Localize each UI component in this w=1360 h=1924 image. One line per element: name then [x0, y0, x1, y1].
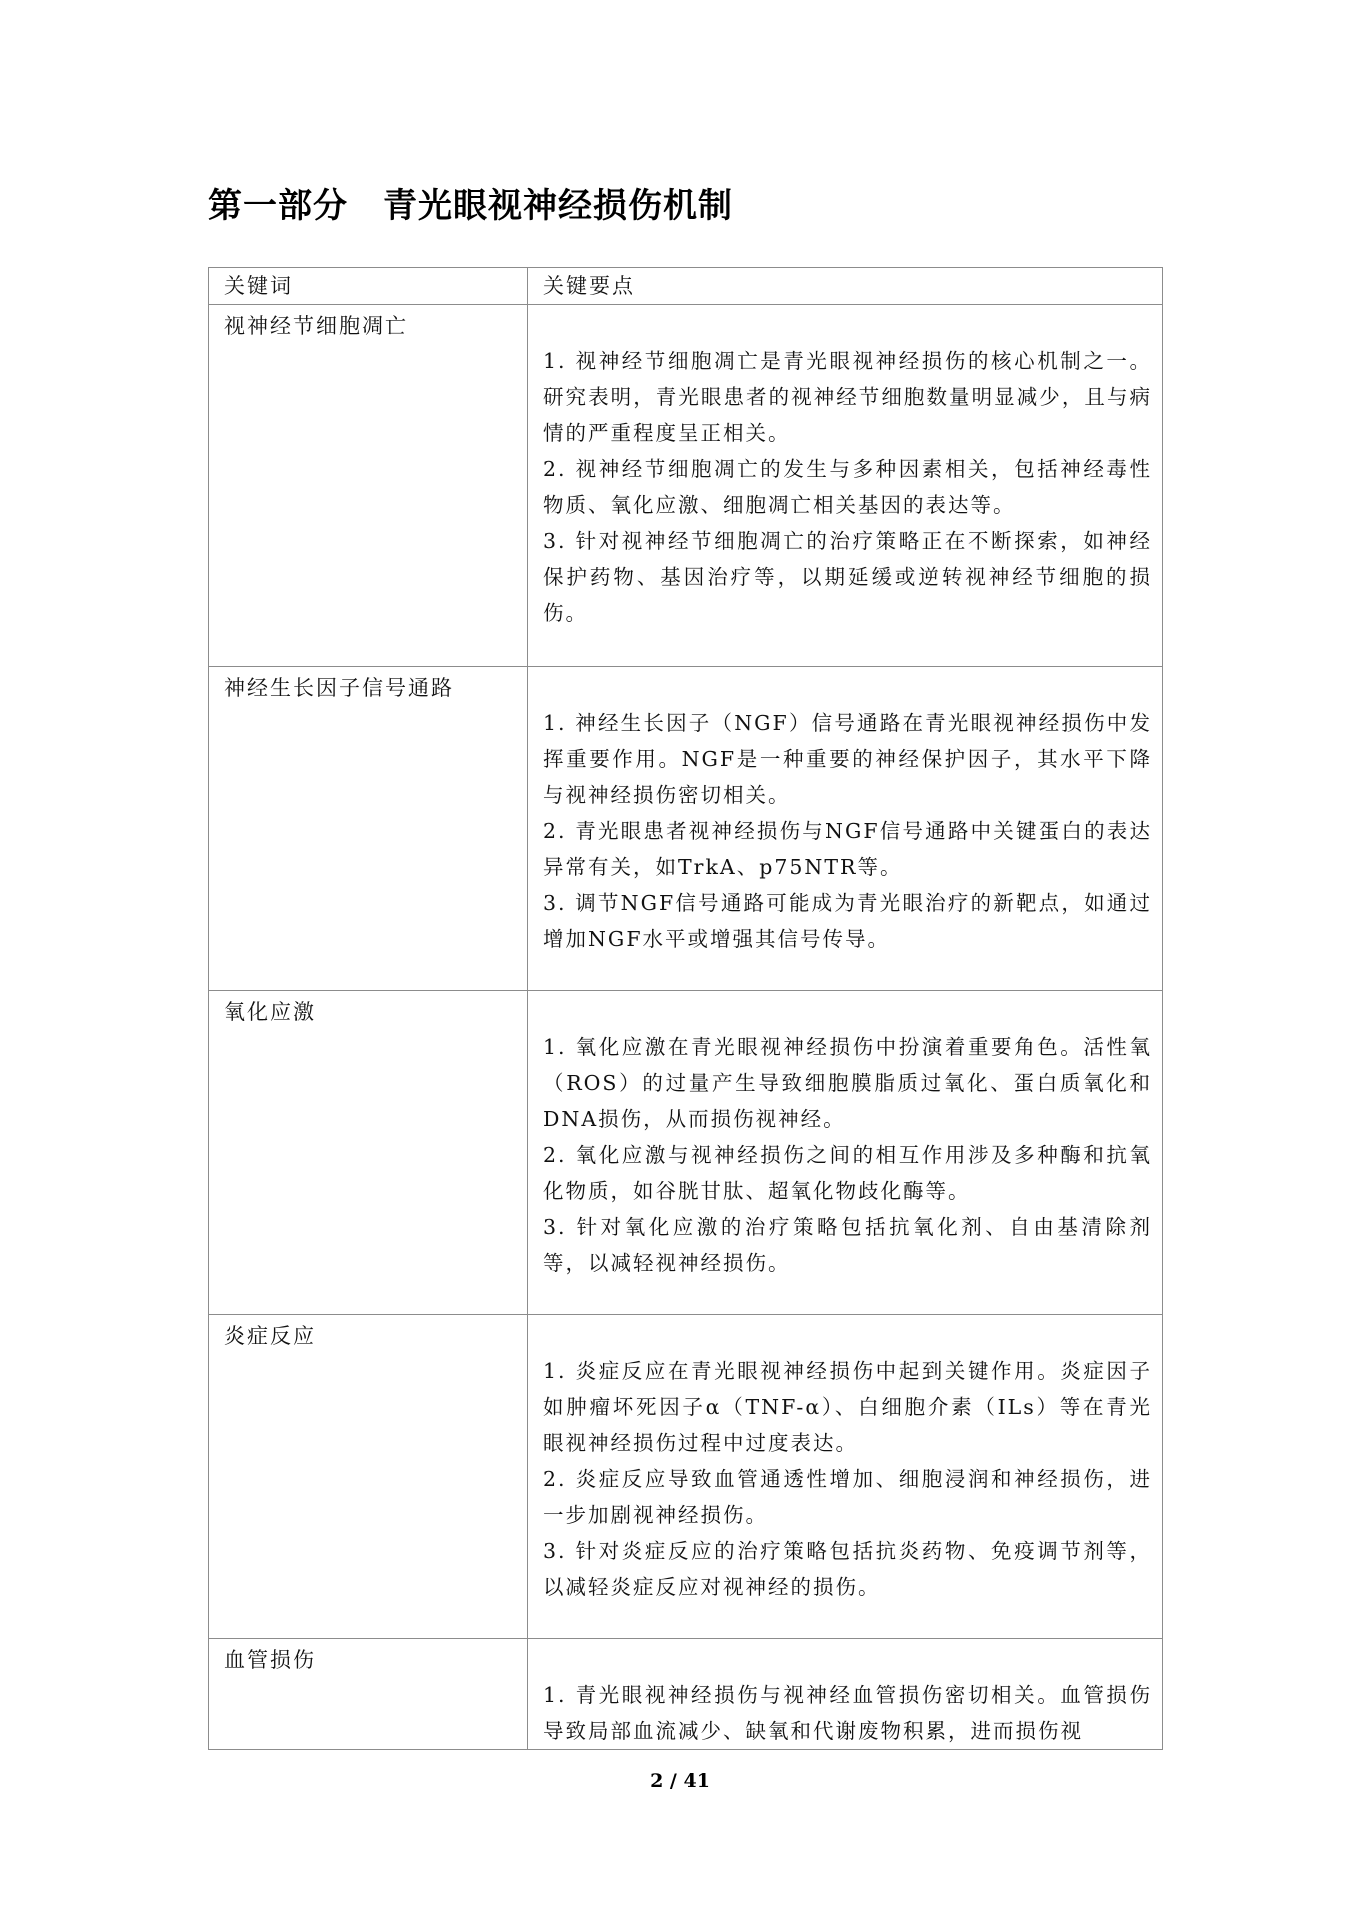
key-point: 1. 视神经节细胞凋亡是青光眼视神经损伤的核心机制之一。研究表明，青光眼患者的视神经节细胞数量明显减少，且与病情的严重程度呈正相关。 — [543, 349, 1152, 445]
keyword-cell — [209, 1315, 528, 1639]
points-cell — [528, 305, 1163, 667]
key-point: 1. 青光眼视神经损伤与视神经血管损伤密切相关。血管损伤导致局部血流减少、缺氧和代谢废物积累，进而损伤视 — [543, 1683, 1152, 1743]
keyword-text: 视神经节细胞凋亡 — [224, 314, 408, 338]
page-title: 第一部分 青光眼视神经损伤机制 — [208, 186, 733, 226]
key-points-table — [208, 267, 1163, 1750]
points-cell — [528, 991, 1163, 1315]
points-cell — [528, 667, 1163, 991]
table-row — [209, 667, 1163, 991]
key-point: 1. 神经生长因子（NGF）信号通路在青光眼视神经损伤中发挥重要作用。NGF是一种重要的神经保护因子，其水平下降与视神经损伤密切相关。 — [543, 711, 1152, 807]
key-point: 3. 调节NGF信号通路可能成为青光眼治疗的新靶点，如通过增加NGF水平或增强其信号传导。 — [543, 891, 1152, 951]
key-point: 2. 炎症反应导致血管通透性增加、细胞浸润和神经损伤，进一步加剧视神经损伤。 — [543, 1467, 1152, 1527]
points-cell — [528, 1315, 1163, 1639]
table-row — [209, 991, 1163, 1315]
key-point: 2. 视神经节细胞凋亡的发生与多种因素相关，包括神经毒性物质、氧化应激、细胞凋亡相关基因的表达等。 — [543, 457, 1152, 517]
header-points-label: 关键要点 — [543, 274, 635, 298]
page-number: 2 / 41 — [650, 1770, 710, 1792]
keyword-cell — [209, 1639, 528, 1750]
keyword-text: 神经生长因子信号通路 — [224, 676, 454, 700]
key-point: 3. 针对炎症反应的治疗策略包括抗炎药物、免疫调节剂等，以减轻炎症反应对视神经的损伤。 — [543, 1539, 1152, 1599]
keyword-text: 氧化应激 — [224, 1000, 316, 1024]
table-row — [209, 1639, 1163, 1750]
key-point: 3. 针对视神经节细胞凋亡的治疗策略正在不断探索，如神经保护药物、基因治疗等，以期延缓或逆转视神经节细胞的损伤。 — [543, 529, 1152, 625]
keyword-cell — [209, 305, 528, 667]
keyword-text: 炎症反应 — [224, 1324, 316, 1348]
key-point: 1. 炎症反应在青光眼视神经损伤中起到关键作用。炎症因子如肿瘤坏死因子α（TNF-α）、白细胞介素（ILs）等在青光眼视神经损伤过程中过度表达。 — [543, 1359, 1152, 1455]
key-point: 3. 针对氧化应激的治疗策略包括抗氧化剂、自由基清除剂等，以减轻视神经损伤。 — [543, 1215, 1152, 1275]
table-row — [209, 1315, 1163, 1639]
key-point: 2. 青光眼患者视神经损伤与NGF信号通路中关键蛋白的表达异常有关，如TrkA、p75NTR等。 — [543, 819, 1152, 879]
keyword-cell — [209, 667, 528, 991]
table-row — [209, 305, 1163, 667]
key-point: 2. 氧化应激与视神经损伤之间的相互作用涉及多种酶和抗氧化物质，如谷胱甘肽、超氧化物歧化酶等。 — [543, 1143, 1152, 1203]
key-point: 1. 氧化应激在青光眼视神经损伤中扮演着重要角色。活性氧（ROS）的过量产生导致细胞膜脂质过氧化、蛋白质氧化和DNA损伤，从而损伤视神经。 — [543, 1035, 1152, 1131]
header-cell-points — [528, 268, 1163, 305]
points-cell — [528, 1639, 1163, 1750]
header-keyword-label: 关键词 — [224, 274, 293, 298]
header-cell-keyword — [209, 268, 528, 305]
keyword-cell — [209, 991, 528, 1315]
table-header-row — [209, 268, 1163, 305]
keyword-text: 血管损伤 — [224, 1648, 316, 1672]
